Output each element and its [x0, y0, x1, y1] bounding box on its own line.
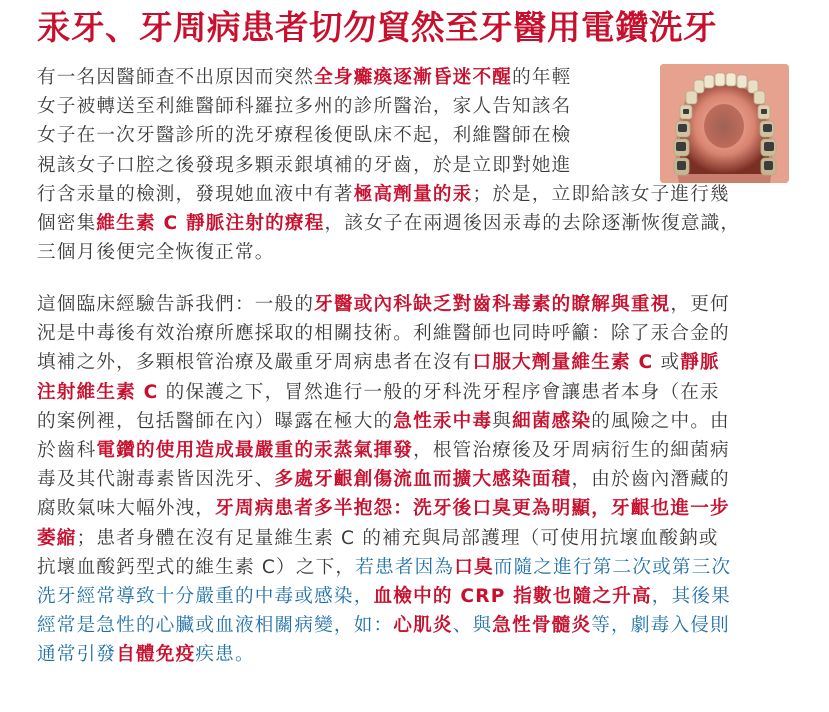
text-line — [37, 582, 731, 611]
text-segment: ，該女子在兩週後因汞毒的去除逐漸恢復意識， — [324, 212, 741, 234]
text-segment: ，由於齒內潛藏的 — [571, 469, 730, 491]
highlighted-text: 、與 — [452, 615, 493, 637]
article-title: 汞牙、牙周病患者切勿貿然至牙醫用電鑽洗牙 — [37, 8, 717, 47]
text-line — [37, 92, 740, 121]
text-line — [37, 640, 731, 669]
text-segment: 填補之外，多顆根管治療及嚴重牙周病患者在沒有 — [37, 352, 473, 374]
text-line — [37, 348, 731, 377]
highlighted-text: 血檢中的 CRP 指數也隨之升高 — [373, 585, 652, 607]
text-segment: 況是中毒後有效治療所應採取的相關技術。利維醫師也同時呼籲：除了汞合金的 — [37, 323, 730, 345]
text-segment: 的案例裡，包括醫師在內）曝露在極大的 — [37, 410, 394, 432]
text-segment: ；患者身體在沒有足量維生素 C 的補充與局部護理（可使用抗壞血酸鈉或 — [76, 527, 719, 549]
highlighted-text: 注射維生素 C — [37, 381, 159, 403]
highlighted-text: 若患者因為 — [355, 556, 455, 578]
text-segment: 個密集 — [37, 212, 97, 234]
text-line — [37, 209, 740, 238]
highlighted-text: 牙周病患者多半抱怨：洗牙後口臭更為明顯，牙齦也進一步 — [215, 498, 730, 520]
highlighted-text: 萎縮 — [37, 527, 77, 549]
highlighted-text: 心肌炎 — [393, 615, 453, 637]
highlighted-text: 維生素 C 靜脈注射的療程 — [96, 212, 325, 234]
text-segment: ，根管治療後及牙周病衍生的細菌病 — [413, 439, 730, 461]
text-segment: 腐敗氣味大幅外洩， — [37, 498, 216, 520]
text-segment: 有一名因醫師查不出原因而突然 — [37, 67, 315, 88]
text-segment: 的風險之中。由 — [591, 410, 730, 432]
highlighted-text: 自體免疫 — [116, 644, 196, 666]
text-segment: 女子被轉送至利維醫師科羅拉多州的診所醫治，家人告知該名 — [37, 96, 572, 118]
text-line — [37, 238, 740, 267]
highlighted-text: 全身癱瘓逐漸昏迷不醒 — [314, 67, 513, 88]
highlighted-text: 經常是急性的心臟或血液相關病變，如： — [37, 615, 394, 637]
text-line — [37, 63, 740, 92]
text-segment: 與 — [492, 410, 513, 432]
text-line — [37, 378, 731, 407]
text-line — [37, 151, 740, 180]
text-line — [37, 611, 731, 640]
highlighted-text: 電鑽的使用造成最嚴重的汞蒸氣揮發 — [96, 439, 414, 461]
highlighted-text: 而隨之進行第二次或第三次 — [493, 556, 732, 578]
highlighted-text: ，其後果 — [651, 585, 731, 607]
text-line — [37, 494, 731, 523]
paragraph-2 — [37, 290, 731, 669]
text-segment: 女子在一次牙醫診所的洗牙療程後便臥床不起，利維醫師在檢 — [37, 125, 572, 147]
text-segment: 或 — [653, 352, 681, 374]
text-line — [37, 436, 731, 465]
highlighted-text: 口臭 — [454, 556, 494, 578]
highlighted-text: 極高劑量的汞 — [353, 183, 473, 205]
text-segment: 毒及其代謝毒素皆因洗牙、 — [37, 469, 275, 491]
highlighted-text: 急性骨髓炎 — [492, 615, 592, 637]
text-line — [37, 180, 740, 209]
text-segment: 的年輕 — [512, 67, 572, 88]
text-segment: 的保護之下，冒然進行一般的牙科洗牙程序會讓患者本身（在汞 — [158, 381, 720, 403]
text-line — [37, 290, 731, 319]
highlighted-text: 口服大劑量維生素 C — [472, 352, 654, 374]
highlighted-text: 牙醫或內科缺乏對齒科毒素的瞭解與重視 — [314, 294, 671, 315]
text-line — [37, 465, 731, 494]
text-segment: 這個臨床經驗告訴我們：一般的 — [37, 294, 315, 315]
text-line — [37, 553, 731, 582]
text-segment: 視該女子口腔之後發現多顆汞銀填補的牙齒，於是立即對她進 — [37, 154, 572, 176]
highlighted-text: 通常引發 — [37, 644, 117, 666]
highlighted-text: 細菌感染 — [512, 410, 592, 432]
text-segment: 於齒科 — [37, 439, 97, 461]
highlighted-text: 洗牙經常導致十分嚴重的中毒或感染， — [37, 585, 374, 607]
highlighted-text: 等，劇毒入侵則 — [591, 615, 730, 637]
text-segment: 三個月後便完全恢復正常。 — [37, 242, 275, 264]
text-segment: 行含汞量的檢測，發現她血液中有著 — [37, 183, 354, 205]
text-segment: ；於是，立即給該女子進行幾 — [472, 183, 730, 205]
highlighted-text: 疾患。 — [195, 644, 255, 666]
paragraph-1 — [37, 63, 740, 267]
text-line — [37, 319, 731, 348]
text-line — [37, 407, 731, 436]
highlighted-text: 多處牙齦創傷流血而擴大感染面積 — [274, 469, 572, 491]
text-segment: ，更何 — [670, 294, 730, 315]
text-line — [37, 524, 731, 553]
highlighted-text: 靜脈 — [680, 352, 720, 374]
highlighted-text: 急性汞中毒 — [393, 410, 493, 432]
text-segment: 抗壞血酸鈣型式的維生素 C）之下， — [37, 556, 356, 578]
text-line — [37, 121, 740, 150]
